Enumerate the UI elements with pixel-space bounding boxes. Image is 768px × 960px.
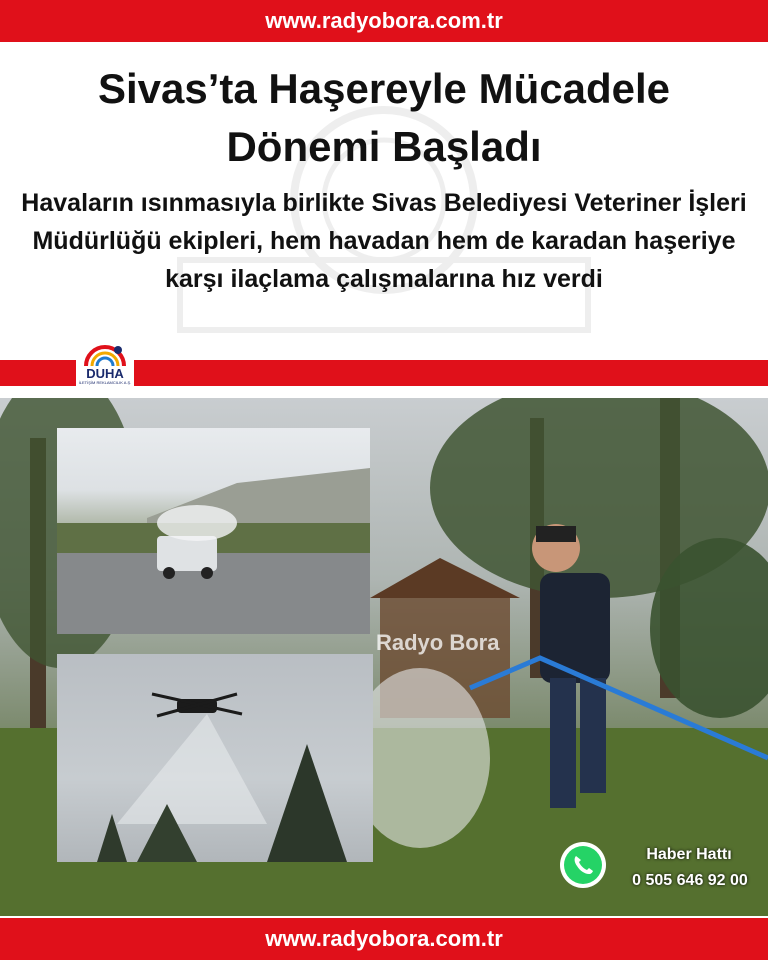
bottom-url-bar bbox=[0, 918, 768, 960]
site-url-bottom[interactable]: www.radyobora.com.tr bbox=[265, 926, 503, 951]
subheadline: Havaların ısınmasıyla birlikte Sivas Belediyesi Veteriner İşleri Müdürlüğü ekipleri, hem havadan hem de karadan haşeriye karşı ilaçlama çalışmalarına hız verdi bbox=[21, 189, 747, 293]
hotline-title: Haber Hattı bbox=[646, 846, 732, 863]
radyo-bora-watermark: Radyo Bora bbox=[376, 630, 500, 655]
site-url-top[interactable]: www.radyobora.com.tr bbox=[265, 8, 503, 33]
duha-logo bbox=[78, 340, 132, 390]
inset-photo-drone bbox=[57, 654, 373, 862]
headline: Sivas’ta Haşereyle Mücadele Dönemi Başladı bbox=[97, 65, 670, 170]
inset-photo-truck bbox=[57, 428, 370, 634]
duha-logo-mark bbox=[78, 340, 132, 368]
duha-logo-tagline: İLETİŞİM REKLAMCILIK A.Ş. bbox=[78, 380, 132, 385]
hotline-number[interactable]: 0 505 646 92 00 bbox=[632, 872, 748, 889]
whatsapp-icon-glyph bbox=[560, 842, 606, 888]
inset-drone-scene bbox=[57, 654, 373, 862]
duha-logo-name: DUHA bbox=[86, 366, 124, 381]
top-url-bar bbox=[0, 0, 768, 42]
divider-left-segment bbox=[0, 360, 76, 386]
whatsapp-icon[interactable] bbox=[560, 842, 606, 888]
inset-truck-scene bbox=[57, 428, 370, 634]
divider-right-segment bbox=[134, 360, 768, 386]
